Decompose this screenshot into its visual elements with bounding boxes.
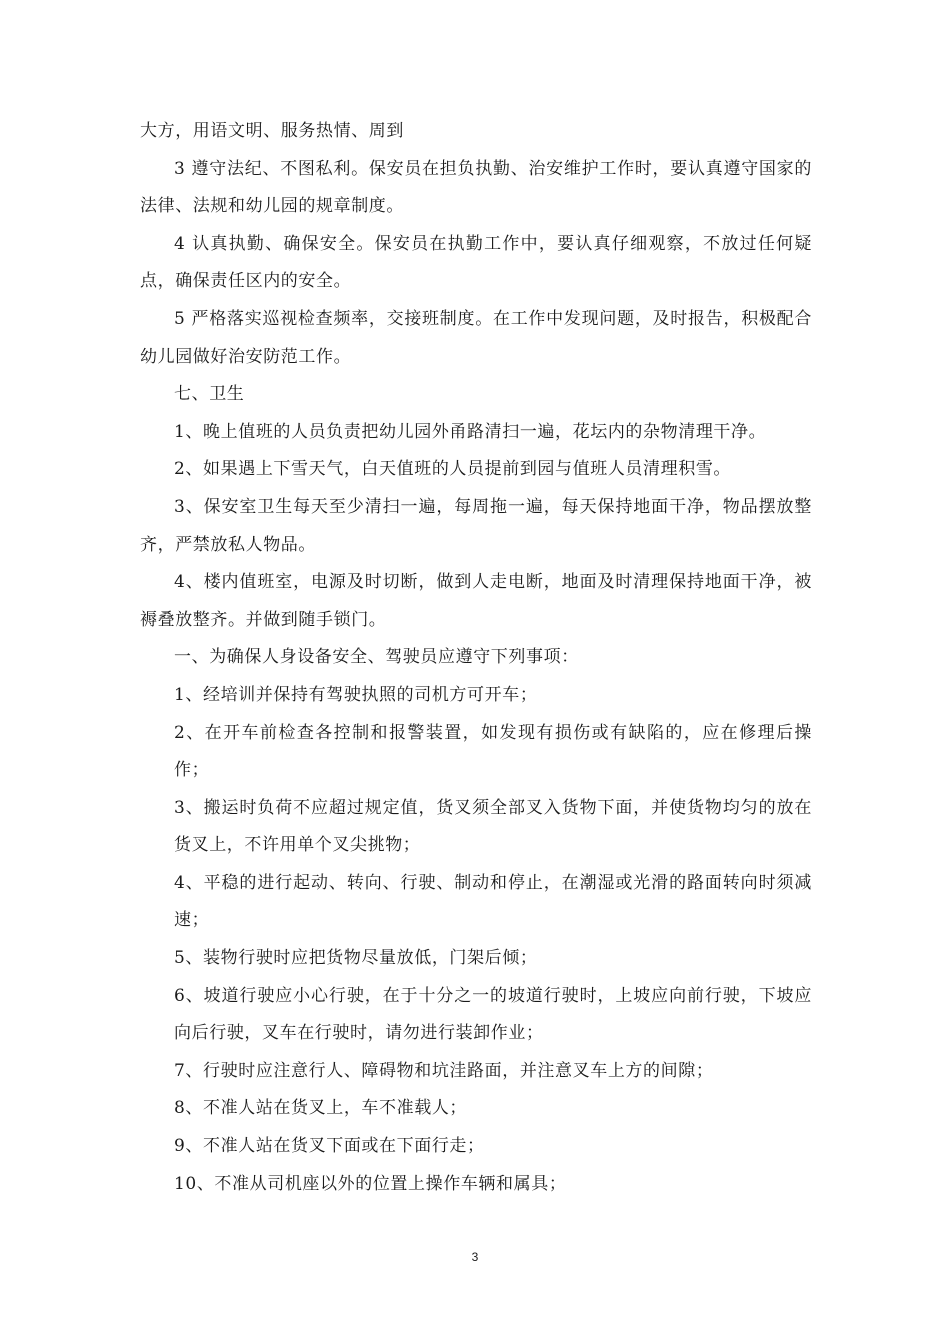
list-item: 7、行驶时应注意行人、障碍物和坑洼路面，并注意叉车上方的间隙； xyxy=(174,1060,714,1081)
paragraph: 1、晚上值班的人员负责把幼儿园外甬路清扫一遍，花坛内的杂物清理干净。 xyxy=(174,421,767,442)
list-item: 8、不准人站在货叉上，车不准载人； xyxy=(174,1098,468,1119)
list-item: 1、经培训并保持有驾驶执照的司机方可开车； xyxy=(174,684,538,705)
document-body xyxy=(140,113,812,1203)
list-item: 6、坡道行驶应小心行驶，在于十分之一的坡道行驶时，上坡应向前行驶，下坡应向后行驶，叉车在行驶时，请勿进行装卸作业； xyxy=(174,985,812,1044)
list-item: 2、在开车前检查各控制和报警装置，如发现有损伤或有缺陷的，应在修理后操作； xyxy=(174,722,812,781)
paragraph: 3 遵守法纪、不图私利。保安员在担负执勤、治安维护工作时，要认真遵守国家的法律、法规和幼儿园的规章制度。 xyxy=(140,158,812,217)
section-heading: 一、为确保人身设备安全、驾驶员应遵守下列事项： xyxy=(174,647,579,668)
paragraph: 2、如果遇上下雪天气，白天值班的人员提前到园与值班人员清理积雪。 xyxy=(174,459,732,480)
paragraph: 5 严格落实巡视检查频率，交接班制度。在工作中发现问题，及时报告，积极配合幼儿园做好治安防范工作。 xyxy=(140,308,812,367)
list-item: 9、不准人站在货叉下面或在下面行走； xyxy=(174,1136,485,1157)
paragraph: 4 认真执勤、确保安全。保安员在执勤工作中，要认真仔细观察，不放过任何疑点，确保责任区内的安全。 xyxy=(140,233,812,292)
list-item: 3、搬运时负荷不应超过规定值，货叉须全部叉入货物下面，并使货物均匀的放在货叉上，不许用单个叉尖挑物； xyxy=(174,797,812,856)
paragraph: 大方，用语文明、服务热情、周到 xyxy=(140,121,404,141)
list-item: 10、不准从司机座以外的位置上操作车辆和属具； xyxy=(174,1173,567,1194)
page-number: 3 xyxy=(471,1250,479,1264)
list-item: 4、平稳的进行起动、转向、行驶、制动和停止，在潮湿或光滑的路面转向时须减速； xyxy=(174,872,812,931)
paragraph: 4、楼内值班室，电源及时切断，做到人走电断，地面及时清理保持地面干净，被褥叠放整齐。并做到随手锁门。 xyxy=(140,572,812,630)
list-item: 5、装物行驶时应把货物尽量放低，门架后倾； xyxy=(174,948,538,969)
section-heading: 七、卫生 xyxy=(174,384,245,405)
paragraph: 3、保安室卫生每天至少清扫一遍，每周拖一遍，每天保持地面干净，物品摆放整齐，严禁放私人物品。 xyxy=(140,496,812,555)
